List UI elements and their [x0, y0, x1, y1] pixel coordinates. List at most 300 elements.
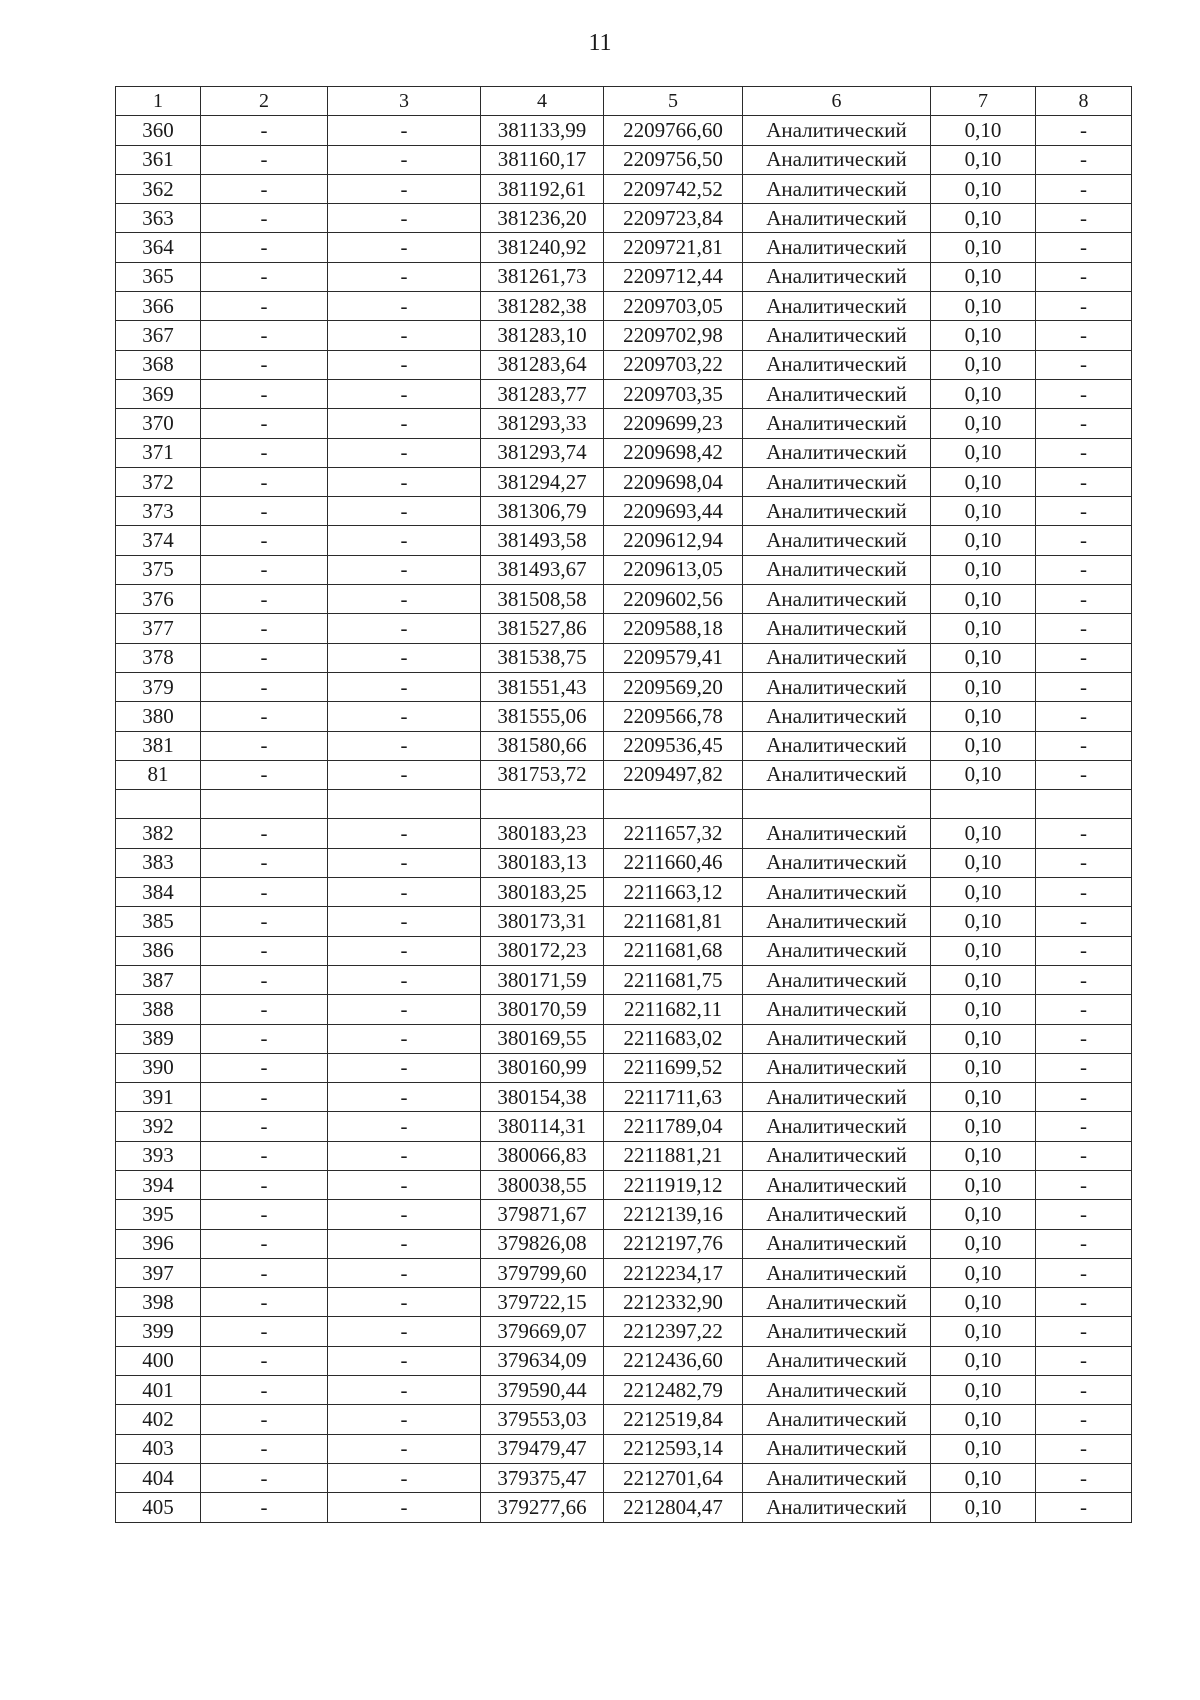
point-number-cell: 371: [116, 438, 201, 467]
table-row: [116, 1024, 1132, 1053]
table-row: [116, 233, 1132, 262]
table-row: [116, 1053, 1132, 1082]
point-number-cell: 367: [116, 321, 201, 350]
col3-cell: -: [328, 936, 481, 965]
x-coordinate-cell: 381261,73: [481, 262, 604, 291]
col3-cell: -: [328, 907, 481, 936]
table-row: [116, 731, 1132, 760]
y-coordinate-cell: 2209703,05: [604, 292, 743, 321]
x-coordinate-cell: 381555,06: [481, 702, 604, 731]
error-cell: 0,10: [931, 438, 1036, 467]
error-cell: 0,10: [931, 848, 1036, 877]
x-coordinate-cell: 380183,23: [481, 819, 604, 848]
point-number-cell: 405: [116, 1493, 201, 1522]
col2-cell: -: [201, 204, 328, 233]
y-coordinate-cell: 2212804,47: [604, 1493, 743, 1522]
error-cell: 0,10: [931, 643, 1036, 672]
error-cell: 0,10: [931, 965, 1036, 994]
col3-cell: -: [328, 1317, 481, 1346]
method-cell: Аналитический: [743, 614, 931, 643]
y-coordinate-cell: 2211919,12: [604, 1170, 743, 1199]
col3-cell: -: [328, 1258, 481, 1287]
y-coordinate-cell: 2209613,05: [604, 555, 743, 584]
table-row: [116, 614, 1132, 643]
table-row: [116, 379, 1132, 408]
table-row: [116, 1083, 1132, 1112]
col3-cell: -: [328, 321, 481, 350]
y-coordinate-cell: 2209612,94: [604, 526, 743, 555]
y-coordinate-cell: 2209756,50: [604, 145, 743, 174]
point-number-cell: 384: [116, 878, 201, 907]
error-cell: 0,10: [931, 1170, 1036, 1199]
col8-cell: -: [1036, 1229, 1132, 1258]
col2-cell: -: [201, 907, 328, 936]
table-row: [116, 760, 1132, 789]
table-row: [116, 878, 1132, 907]
col8-cell: -: [1036, 965, 1132, 994]
y-coordinate-cell: 2209702,98: [604, 321, 743, 350]
col2-cell: -: [201, 1434, 328, 1463]
table-row: [116, 907, 1132, 936]
method-cell: Аналитический: [743, 174, 931, 203]
x-coordinate-cell: 381293,74: [481, 438, 604, 467]
col2-cell: -: [201, 1346, 328, 1375]
col8-cell: -: [1036, 1376, 1132, 1405]
col3-cell: -: [328, 965, 481, 994]
point-number-cell: 398: [116, 1288, 201, 1317]
error-cell: 0,10: [931, 1317, 1036, 1346]
column-header-4: 4: [481, 87, 604, 116]
method-cell: Аналитический: [743, 1405, 931, 1434]
col8-cell: -: [1036, 848, 1132, 877]
x-coordinate-cell: 381527,86: [481, 614, 604, 643]
method-cell: Аналитический: [743, 438, 931, 467]
point-number-cell: 363: [116, 204, 201, 233]
point-number-cell: 374: [116, 526, 201, 555]
col2-cell: -: [201, 995, 328, 1024]
error-cell: 0,10: [931, 878, 1036, 907]
y-coordinate-cell: 2209699,23: [604, 409, 743, 438]
x-coordinate-cell: 380066,83: [481, 1141, 604, 1170]
point-number-cell: 394: [116, 1170, 201, 1199]
error-cell: 0,10: [931, 233, 1036, 262]
method-cell: Аналитический: [743, 1053, 931, 1082]
col3-cell: -: [328, 995, 481, 1024]
method-cell: Аналитический: [743, 731, 931, 760]
point-number-cell: 368: [116, 350, 201, 379]
y-coordinate-cell: 2209536,45: [604, 731, 743, 760]
method-cell: Аналитический: [743, 116, 931, 145]
point-number-cell: 403: [116, 1434, 201, 1463]
table-row: [116, 1434, 1132, 1463]
point-number-cell: 362: [116, 174, 201, 203]
method-cell: Аналитический: [743, 1170, 931, 1199]
col8-cell: -: [1036, 526, 1132, 555]
method-cell: Аналитический: [743, 145, 931, 174]
col2-cell: -: [201, 526, 328, 555]
point-number-cell: 373: [116, 497, 201, 526]
point-number-cell: 395: [116, 1200, 201, 1229]
col3-cell: [328, 790, 481, 819]
col2-cell: -: [201, 262, 328, 291]
point-number-cell: 396: [116, 1229, 201, 1258]
y-coordinate-cell: 2211683,02: [604, 1024, 743, 1053]
col8-cell: -: [1036, 292, 1132, 321]
x-coordinate-cell: 380154,38: [481, 1083, 604, 1112]
col8-cell: -: [1036, 1463, 1132, 1492]
col8-cell: [1036, 790, 1132, 819]
col8-cell: -: [1036, 936, 1132, 965]
col8-cell: -: [1036, 1434, 1132, 1463]
col3-cell: -: [328, 702, 481, 731]
col2-cell: -: [201, 145, 328, 174]
col3-cell: -: [328, 233, 481, 262]
col2-cell: -: [201, 848, 328, 877]
col3-cell: -: [328, 643, 481, 672]
col2-cell: -: [201, 965, 328, 994]
col8-cell: -: [1036, 585, 1132, 614]
y-coordinate-cell: 2211681,68: [604, 936, 743, 965]
error-cell: 0,10: [931, 760, 1036, 789]
coordinates-table: [115, 86, 1132, 1523]
col2-cell: -: [201, 936, 328, 965]
y-coordinate-cell: [604, 790, 743, 819]
table-row: [116, 936, 1132, 965]
method-cell: Аналитический: [743, 1434, 931, 1463]
error-cell: 0,10: [931, 497, 1036, 526]
x-coordinate-cell: 379590,44: [481, 1376, 604, 1405]
col2-cell: -: [201, 1053, 328, 1082]
y-coordinate-cell: 2212197,76: [604, 1229, 743, 1258]
col3-cell: -: [328, 1376, 481, 1405]
col8-cell: -: [1036, 1112, 1132, 1141]
table-row: [116, 262, 1132, 291]
y-coordinate-cell: 2209693,44: [604, 497, 743, 526]
table-row: [116, 467, 1132, 496]
col8-cell: -: [1036, 1493, 1132, 1522]
table-row: [116, 1405, 1132, 1434]
column-header-3: 3: [328, 87, 481, 116]
method-cell: Аналитический: [743, 907, 931, 936]
method-cell: Аналитический: [743, 204, 931, 233]
x-coordinate-cell: 381282,38: [481, 292, 604, 321]
error-cell: 0,10: [931, 936, 1036, 965]
method-cell: Аналитический: [743, 555, 931, 584]
table-row: [116, 1112, 1132, 1141]
col8-cell: -: [1036, 467, 1132, 496]
col2-cell: -: [201, 760, 328, 789]
point-number-cell: 361: [116, 145, 201, 174]
col2-cell: -: [201, 116, 328, 145]
col2-cell: -: [201, 1493, 328, 1522]
col3-cell: -: [328, 672, 481, 701]
x-coordinate-cell: 379722,15: [481, 1288, 604, 1317]
error-cell: 0,10: [931, 819, 1036, 848]
point-number-cell: 381: [116, 731, 201, 760]
col3-cell: -: [328, 1405, 481, 1434]
point-number-cell: 392: [116, 1112, 201, 1141]
x-coordinate-cell: 381493,67: [481, 555, 604, 584]
table-row: [116, 848, 1132, 877]
x-coordinate-cell: 380183,25: [481, 878, 604, 907]
x-coordinate-cell: 381538,75: [481, 643, 604, 672]
col2-cell: -: [201, 819, 328, 848]
y-coordinate-cell: 2209497,82: [604, 760, 743, 789]
y-coordinate-cell: 2212332,90: [604, 1288, 743, 1317]
table-row: [116, 1376, 1132, 1405]
method-cell: Аналитический: [743, 409, 931, 438]
col8-cell: -: [1036, 1288, 1132, 1317]
x-coordinate-cell: [481, 790, 604, 819]
method-cell: Аналитический: [743, 819, 931, 848]
col2-cell: -: [201, 1288, 328, 1317]
col8-cell: -: [1036, 409, 1132, 438]
y-coordinate-cell: 2211663,12: [604, 878, 743, 907]
table-row: [116, 438, 1132, 467]
table-row: [116, 526, 1132, 555]
error-cell: 0,10: [931, 321, 1036, 350]
y-coordinate-cell: 2211682,11: [604, 995, 743, 1024]
col3-cell: -: [328, 731, 481, 760]
col2-cell: -: [201, 409, 328, 438]
y-coordinate-cell: 2211699,52: [604, 1053, 743, 1082]
column-header-1: 1: [116, 87, 201, 116]
col8-cell: -: [1036, 760, 1132, 789]
col8-cell: -: [1036, 819, 1132, 848]
error-cell: 0,10: [931, 1463, 1036, 1492]
x-coordinate-cell: 380172,23: [481, 936, 604, 965]
x-coordinate-cell: 381133,99: [481, 116, 604, 145]
error-cell: 0,10: [931, 145, 1036, 174]
method-cell: Аналитический: [743, 526, 931, 555]
method-cell: Аналитический: [743, 643, 931, 672]
col8-cell: -: [1036, 731, 1132, 760]
col2-cell: [201, 790, 328, 819]
point-number-cell: 365: [116, 262, 201, 291]
method-cell: Аналитический: [743, 848, 931, 877]
col3-cell: -: [328, 555, 481, 584]
col3-cell: -: [328, 1493, 481, 1522]
point-number-cell: 385: [116, 907, 201, 936]
table-row: [116, 1346, 1132, 1375]
point-number-cell: 401: [116, 1376, 201, 1405]
table-row: [116, 643, 1132, 672]
method-cell: Аналитический: [743, 965, 931, 994]
error-cell: 0,10: [931, 116, 1036, 145]
point-number-cell: [116, 790, 201, 819]
error-cell: 0,10: [931, 1083, 1036, 1112]
col2-cell: -: [201, 643, 328, 672]
error-cell: 0,10: [931, 526, 1036, 555]
col8-cell: -: [1036, 438, 1132, 467]
y-coordinate-cell: 2209602,56: [604, 585, 743, 614]
col8-cell: -: [1036, 1083, 1132, 1112]
method-cell: Аналитический: [743, 878, 931, 907]
col3-cell: -: [328, 174, 481, 203]
col3-cell: -: [328, 1346, 481, 1375]
col3-cell: -: [328, 819, 481, 848]
col8-cell: -: [1036, 1170, 1132, 1199]
y-coordinate-cell: 2211881,21: [604, 1141, 743, 1170]
col2-cell: -: [201, 1170, 328, 1199]
point-number-cell: 376: [116, 585, 201, 614]
x-coordinate-cell: 379479,47: [481, 1434, 604, 1463]
column-header-2: 2: [201, 87, 328, 116]
table-row: [116, 1170, 1132, 1199]
table-row: [116, 1493, 1132, 1522]
col8-cell: -: [1036, 174, 1132, 203]
col3-cell: -: [328, 1053, 481, 1082]
method-cell: Аналитический: [743, 760, 931, 789]
page-number: 11: [588, 30, 612, 56]
table-row: [116, 702, 1132, 731]
error-cell: 0,10: [931, 174, 1036, 203]
point-number-cell: 378: [116, 643, 201, 672]
y-coordinate-cell: 2212234,17: [604, 1258, 743, 1287]
column-header-7: 7: [931, 87, 1036, 116]
y-coordinate-cell: 2209579,41: [604, 643, 743, 672]
method-cell: Аналитический: [743, 702, 931, 731]
x-coordinate-cell: 380173,31: [481, 907, 604, 936]
point-number-cell: 369: [116, 379, 201, 408]
col3-cell: -: [328, 1112, 481, 1141]
table-body: [116, 116, 1132, 1522]
method-cell: Аналитический: [743, 1346, 931, 1375]
y-coordinate-cell: 2209723,84: [604, 204, 743, 233]
error-cell: 0,10: [931, 379, 1036, 408]
point-number-cell: 379: [116, 672, 201, 701]
col8-cell: -: [1036, 379, 1132, 408]
error-cell: 0,10: [931, 1229, 1036, 1258]
point-number-cell: 387: [116, 965, 201, 994]
error-cell: 0,10: [931, 409, 1036, 438]
x-coordinate-cell: 380038,55: [481, 1170, 604, 1199]
col3-cell: -: [328, 760, 481, 789]
point-number-cell: 391: [116, 1083, 201, 1112]
column-header-8: 8: [1036, 87, 1132, 116]
col2-cell: -: [201, 1083, 328, 1112]
table-row: [116, 409, 1132, 438]
point-number-cell: 390: [116, 1053, 201, 1082]
point-number-cell: 386: [116, 936, 201, 965]
col8-cell: -: [1036, 1024, 1132, 1053]
y-coordinate-cell: 2209712,44: [604, 262, 743, 291]
method-cell: Аналитический: [743, 233, 931, 262]
x-coordinate-cell: 381240,92: [481, 233, 604, 262]
point-number-cell: 81: [116, 760, 201, 789]
table-row: [116, 672, 1132, 701]
y-coordinate-cell: 2211660,46: [604, 848, 743, 877]
y-coordinate-cell: 2209698,04: [604, 467, 743, 496]
col8-cell: -: [1036, 995, 1132, 1024]
col3-cell: -: [328, 526, 481, 555]
x-coordinate-cell: 381753,72: [481, 760, 604, 789]
x-coordinate-cell: 381306,79: [481, 497, 604, 526]
y-coordinate-cell: 2209742,52: [604, 174, 743, 203]
error-cell: 0,10: [931, 262, 1036, 291]
y-coordinate-cell: 2209703,35: [604, 379, 743, 408]
method-cell: Аналитический: [743, 292, 931, 321]
error-cell: 0,10: [931, 204, 1036, 233]
x-coordinate-cell: 381294,27: [481, 467, 604, 496]
error-cell: 0,10: [931, 555, 1036, 584]
method-cell: Аналитический: [743, 350, 931, 379]
error-cell: 0,10: [931, 1493, 1036, 1522]
point-number-cell: 388: [116, 995, 201, 1024]
method-cell: Аналитический: [743, 1376, 931, 1405]
col2-cell: -: [201, 614, 328, 643]
col3-cell: -: [328, 116, 481, 145]
method-cell: Аналитический: [743, 467, 931, 496]
method-cell: Аналитический: [743, 1112, 931, 1141]
point-number-cell: 397: [116, 1258, 201, 1287]
col3-cell: -: [328, 262, 481, 291]
error-cell: 0,10: [931, 907, 1036, 936]
col8-cell: -: [1036, 672, 1132, 701]
y-coordinate-cell: 2209703,22: [604, 350, 743, 379]
col8-cell: -: [1036, 321, 1132, 350]
x-coordinate-cell: 379634,09: [481, 1346, 604, 1375]
point-number-cell: 400: [116, 1346, 201, 1375]
table-row: [116, 819, 1132, 848]
table-row: [116, 1229, 1132, 1258]
col2-cell: -: [201, 174, 328, 203]
col2-cell: -: [201, 438, 328, 467]
col3-cell: -: [328, 379, 481, 408]
col2-cell: -: [201, 1141, 328, 1170]
error-cell: [931, 790, 1036, 819]
error-cell: 0,10: [931, 350, 1036, 379]
point-number-cell: 402: [116, 1405, 201, 1434]
col8-cell: -: [1036, 614, 1132, 643]
col2-cell: -: [201, 1024, 328, 1053]
point-number-cell: 393: [116, 1141, 201, 1170]
method-cell: Аналитический: [743, 672, 931, 701]
col3-cell: -: [328, 292, 481, 321]
method-cell: Аналитический: [743, 1141, 931, 1170]
col2-cell: -: [201, 878, 328, 907]
x-coordinate-cell: 381283,64: [481, 350, 604, 379]
col8-cell: -: [1036, 1317, 1132, 1346]
col3-cell: -: [328, 1463, 481, 1492]
y-coordinate-cell: 2212397,22: [604, 1317, 743, 1346]
col3-cell: -: [328, 1434, 481, 1463]
col3-cell: -: [328, 614, 481, 643]
col2-cell: -: [201, 1258, 328, 1287]
header-row: [116, 87, 1132, 116]
error-cell: 0,10: [931, 1024, 1036, 1053]
x-coordinate-cell: 381493,58: [481, 526, 604, 555]
method-cell: Аналитический: [743, 1024, 931, 1053]
col8-cell: -: [1036, 907, 1132, 936]
error-cell: 0,10: [931, 731, 1036, 760]
error-cell: 0,10: [931, 1346, 1036, 1375]
col8-cell: -: [1036, 204, 1132, 233]
col3-cell: -: [328, 145, 481, 174]
table-row: [116, 555, 1132, 584]
table-row: [116, 1141, 1132, 1170]
y-coordinate-cell: 2212519,84: [604, 1405, 743, 1434]
table-row: [116, 145, 1132, 174]
x-coordinate-cell: 380170,59: [481, 995, 604, 1024]
col8-cell: -: [1036, 1053, 1132, 1082]
column-header-6: 6: [743, 87, 931, 116]
table-row: [116, 585, 1132, 614]
method-cell: Аналитический: [743, 1258, 931, 1287]
col8-cell: -: [1036, 1346, 1132, 1375]
col2-cell: -: [201, 731, 328, 760]
col2-cell: -: [201, 292, 328, 321]
